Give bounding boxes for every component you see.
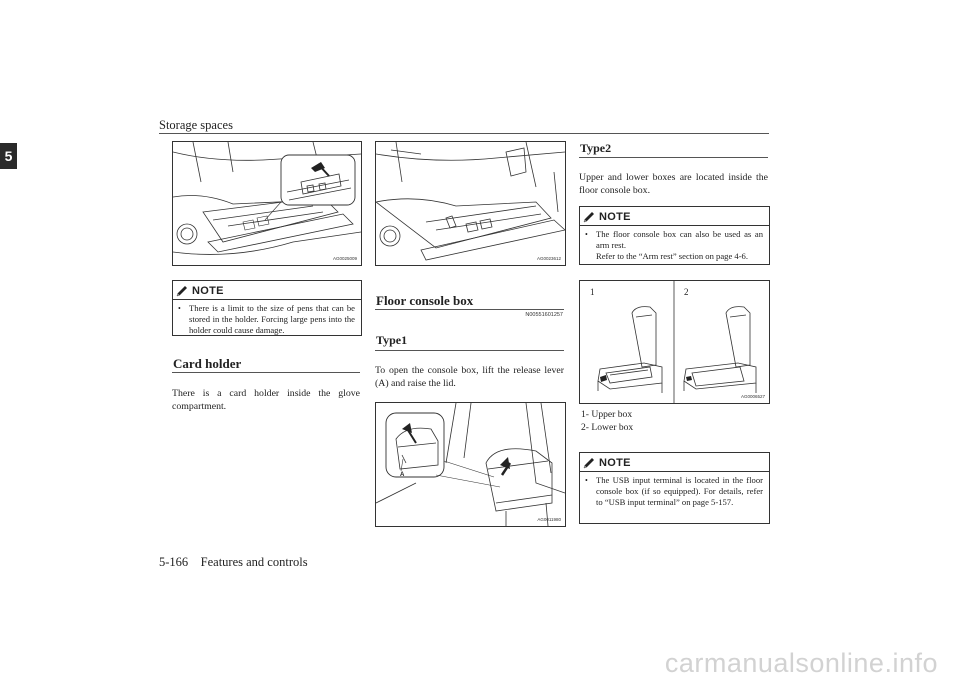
- figure-label-1: 1: [590, 287, 595, 297]
- note-divider: [580, 471, 769, 472]
- note-box-arm-rest: [579, 206, 770, 265]
- subheading-rule: [579, 157, 768, 158]
- glove-box-drawing: [376, 142, 565, 265]
- note-header: [175, 283, 224, 299]
- type2-heading: Type2: [580, 141, 612, 155]
- note-body: [585, 475, 763, 508]
- note-body: [178, 303, 355, 336]
- note-text-reference: Refer to the “Arm rest” section on page 4-6.: [596, 251, 749, 261]
- note-header: [582, 209, 631, 225]
- note-label: NOTE: [192, 285, 224, 297]
- card-holder-text: There is a card holder inside the glove compartment.: [172, 388, 360, 412]
- pen-holder-drawing: [173, 142, 361, 265]
- note-label: NOTE: [599, 211, 631, 223]
- chapter-tab: 5: [0, 143, 17, 169]
- floor-console-box-heading: Floor console box: [376, 293, 474, 308]
- page-footer: 5-166 Features and controls: [159, 555, 308, 569]
- note-text: The USB input terminal is located in the floor console box (if so equipped). For details, refer to “USB input terminal” on page 5-157.: [596, 475, 763, 507]
- watermark-link[interactable]: carmanualsonline.info: [664, 648, 938, 678]
- bullet: •: [585, 230, 588, 239]
- upper-lower-box-illustration: [579, 280, 770, 404]
- note-pencil-icon: [582, 456, 596, 470]
- figure-id: AG0025009: [332, 256, 357, 261]
- bullet: •: [178, 304, 181, 313]
- figure-id: AG0006527: [740, 394, 765, 399]
- type1-heading: Type1: [376, 333, 408, 347]
- callout-a: A: [400, 472, 405, 478]
- console-boxes-drawing: [580, 281, 769, 403]
- legend-upper-box: 1- Upper box: [581, 409, 633, 420]
- subheading-rule: [375, 350, 564, 351]
- note-label: NOTE: [599, 457, 631, 469]
- card-holder-heading: Card holder: [173, 356, 242, 371]
- bullet: •: [585, 476, 588, 485]
- heading-rule: [172, 372, 360, 373]
- note-divider: [173, 299, 361, 300]
- legend-lower-box: 2- Lower box: [581, 422, 634, 433]
- figure-label-2: 2: [684, 287, 689, 297]
- figure-id: AG0011980: [537, 517, 561, 522]
- note-divider: [580, 225, 769, 226]
- section-rule: [375, 309, 564, 310]
- note-body: [585, 229, 763, 262]
- console-box-lever-illustration: [375, 402, 566, 527]
- note-pencil-icon: [175, 284, 189, 298]
- note-box-usb: [579, 452, 770, 524]
- type1-text: To open the console box, lift the release lever (A) and raise the lid.: [375, 365, 564, 389]
- type2-text: Upper and lower boxes are located inside the floor console box.: [579, 172, 768, 196]
- note-text: There is a limit to the size of pens that can be stored in the holder. Forcing large pens into the holder could cause damage.: [189, 303, 355, 335]
- note-header: [582, 455, 631, 471]
- page-running-title: Storage spaces: [159, 118, 233, 132]
- glove-box-pen-holder-illustration: [172, 141, 362, 266]
- doc-code: N00551601257: [525, 312, 563, 318]
- note-box-pen-holder: [172, 280, 362, 336]
- note-pencil-icon: [582, 210, 596, 224]
- console-lever-drawing: [376, 403, 565, 526]
- glove-box-illustration: [375, 141, 566, 266]
- note-text: The floor console box can also be used as an arm rest.: [596, 229, 763, 250]
- header-rule: [159, 133, 769, 134]
- figure-id: AG0023612: [536, 256, 561, 261]
